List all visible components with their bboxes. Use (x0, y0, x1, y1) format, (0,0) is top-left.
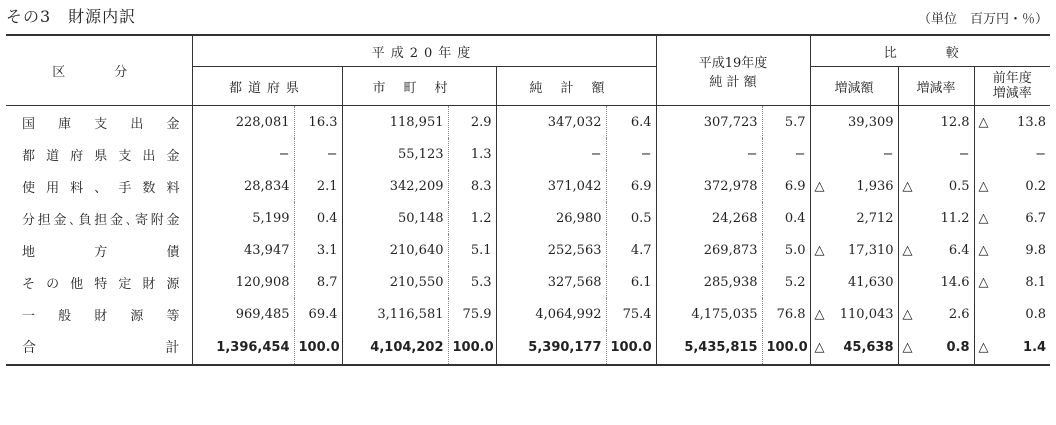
pref-share: 3.1 (294, 234, 342, 266)
prev-share: 5.7 (762, 106, 810, 139)
net-amount: 327,568 (496, 266, 606, 298)
change-amount: △ 1,936 (810, 170, 898, 202)
change-amount: − (810, 138, 898, 170)
pref-amount: 120,908 (192, 266, 294, 298)
change-rate: 14.6 (898, 266, 974, 298)
muni-share: 8.3 (448, 170, 496, 202)
table-row (6, 106, 1050, 139)
muni-share: 2.9 (448, 106, 496, 139)
pref-amount: 969,485 (192, 298, 294, 330)
triangle-mark: △ (814, 306, 825, 322)
change-rate: △ 0.8 (898, 330, 974, 365)
pref-amount: 28,834 (192, 170, 294, 202)
triangle-mark: △ (978, 210, 989, 226)
prev-share: 76.8 (762, 298, 810, 330)
prefectures-header: 都道府県 (192, 67, 342, 106)
net-share: − (606, 138, 656, 170)
change-amount: △ 45,638 (810, 330, 898, 365)
prev-share: 6.9 (762, 170, 810, 202)
net-share: 4.7 (606, 234, 656, 266)
prev-share: 5.0 (762, 234, 810, 266)
triangle-mark: △ (814, 242, 825, 258)
triangle-mark: △ (902, 339, 913, 355)
table-row (6, 266, 1050, 298)
pref-amount: 5,199 (192, 202, 294, 234)
prev-change-rate: △ 6.7 (974, 202, 1050, 234)
category-header: 区 分 (6, 35, 192, 106)
fy20-header: 平成20年度 (192, 35, 656, 67)
pref-amount: 1,396,454 (192, 330, 294, 365)
net-share: 6.9 (606, 170, 656, 202)
change-rate: 12.8 (898, 106, 974, 139)
net-amount: 347,032 (496, 106, 606, 139)
pref-share: 0.4 (294, 202, 342, 234)
prev-share: 5.2 (762, 266, 810, 298)
unit-note: （単位 百万円・％） (917, 12, 1048, 27)
net-share: 100.0 (606, 330, 656, 365)
prev-amount: 24,268 (656, 202, 762, 234)
row-label: 分担金､負担金､寄附金 (22, 212, 180, 228)
muni-amount: 50,148 (342, 202, 448, 234)
table-row (6, 298, 1050, 330)
prev-amount: − (656, 138, 762, 170)
prev-change-rate: △ 13.8 (974, 106, 1050, 139)
muni-amount: 4,104,202 (342, 330, 448, 365)
triangle-mark: △ (814, 339, 825, 355)
table-body (6, 106, 1050, 366)
prev-change-rate: 0.8 (974, 298, 1050, 330)
net-amount: 5,390,177 (496, 330, 606, 365)
muni-amount: 3,116,581 (342, 298, 448, 330)
change-rate: 11.2 (898, 202, 974, 234)
change-rate: − (898, 138, 974, 170)
revenue-source-table (6, 34, 1050, 366)
muni-share: 1.2 (448, 202, 496, 234)
table-row (6, 234, 1050, 266)
net-amount: 26,980 (496, 202, 606, 234)
net-amount: 371,042 (496, 170, 606, 202)
pref-share: 100.0 (294, 330, 342, 365)
triangle-mark: △ (902, 242, 913, 258)
change-amount-header: 増減額 (810, 67, 898, 106)
net-amount: − (496, 138, 606, 170)
muni-share: 1.3 (448, 138, 496, 170)
prev-amount: 285,938 (656, 266, 762, 298)
page-title: その3 財源内訳 (6, 7, 137, 26)
row-label: 一般財源等 (22, 308, 180, 324)
change-rate: △ 0.5 (898, 170, 974, 202)
change-amount: △ 17,310 (810, 234, 898, 266)
muni-amount: 210,550 (342, 266, 448, 298)
table-row (6, 138, 1050, 170)
net-share: 6.1 (606, 266, 656, 298)
net-share: 6.4 (606, 106, 656, 139)
header-row-1 (6, 35, 1050, 67)
pref-share: 2.1 (294, 170, 342, 202)
prev-share: 100.0 (762, 330, 810, 365)
total-row (6, 330, 1050, 365)
municipalities-header: 市町村 (342, 67, 496, 106)
prev-amount: 269,873 (656, 234, 762, 266)
prev-rate-header: 前年度 増減率 (974, 67, 1050, 106)
pref-amount: 43,947 (192, 234, 294, 266)
prev-change-rate: △ 8.1 (974, 266, 1050, 298)
muni-share: 75.9 (448, 298, 496, 330)
row-label: 地方債 (22, 244, 180, 260)
muni-share: 5.3 (448, 266, 496, 298)
change-rate: △ 6.4 (898, 234, 974, 266)
table-row (6, 170, 1050, 202)
change-rate-header: 増減率 (898, 67, 974, 106)
triangle-mark: △ (978, 178, 989, 194)
muni-amount: 118,951 (342, 106, 448, 139)
triangle-mark: △ (814, 178, 825, 194)
net-share: 75.4 (606, 298, 656, 330)
prev-change-rate: △ 9.8 (974, 234, 1050, 266)
change-amount: 41,630 (810, 266, 898, 298)
prev-amount: 4,175,035 (656, 298, 762, 330)
change-amount: 39,309 (810, 106, 898, 139)
pref-share: 69.4 (294, 298, 342, 330)
table-row (6, 202, 1050, 234)
comparison-header: 比 較 (810, 35, 1050, 67)
pref-share: 16.3 (294, 106, 342, 139)
triangle-mark: △ (902, 306, 913, 322)
row-label: 国庫支出金 (22, 116, 180, 132)
row-label: 都道府県支出金 (22, 148, 180, 164)
muni-amount: 210,640 (342, 234, 448, 266)
muni-share: 100.0 (448, 330, 496, 365)
prev-amount: 5,435,815 (656, 330, 762, 365)
fy19-header: 平成19年度 純 計 額 (656, 35, 810, 106)
net-amount: 4,064,992 (496, 298, 606, 330)
pref-share: − (294, 138, 342, 170)
net-amount: 252,563 (496, 234, 606, 266)
prev-share: 0.4 (762, 202, 810, 234)
row-label: 使用料、手数料 (22, 180, 180, 196)
triangle-mark: △ (978, 274, 989, 290)
row-label: その他特定財源 (22, 276, 180, 292)
muni-share: 5.1 (448, 234, 496, 266)
prev-amount: 372,978 (656, 170, 762, 202)
muni-amount: 55,123 (342, 138, 448, 170)
prev-change-rate: − (974, 138, 1050, 170)
triangle-mark: △ (978, 242, 989, 258)
change-amount: △ 110,043 (810, 298, 898, 330)
pref-amount: 228,081 (192, 106, 294, 139)
triangle-mark: △ (902, 178, 913, 194)
prev-amount: 307,723 (656, 106, 762, 139)
change-amount: 2,712 (810, 202, 898, 234)
pref-amount: − (192, 138, 294, 170)
row-label: 合計 (22, 340, 180, 356)
net-total-header: 純計額 (496, 67, 656, 106)
pref-share: 8.7 (294, 266, 342, 298)
triangle-mark: △ (978, 339, 989, 355)
prev-change-rate: △ 1.4 (974, 330, 1050, 365)
prev-share: − (762, 138, 810, 170)
prev-change-rate: △ 0.2 (974, 170, 1050, 202)
triangle-mark: △ (978, 114, 989, 130)
change-rate: △ 2.6 (898, 298, 974, 330)
muni-amount: 342,209 (342, 170, 448, 202)
net-share: 0.5 (606, 202, 656, 234)
